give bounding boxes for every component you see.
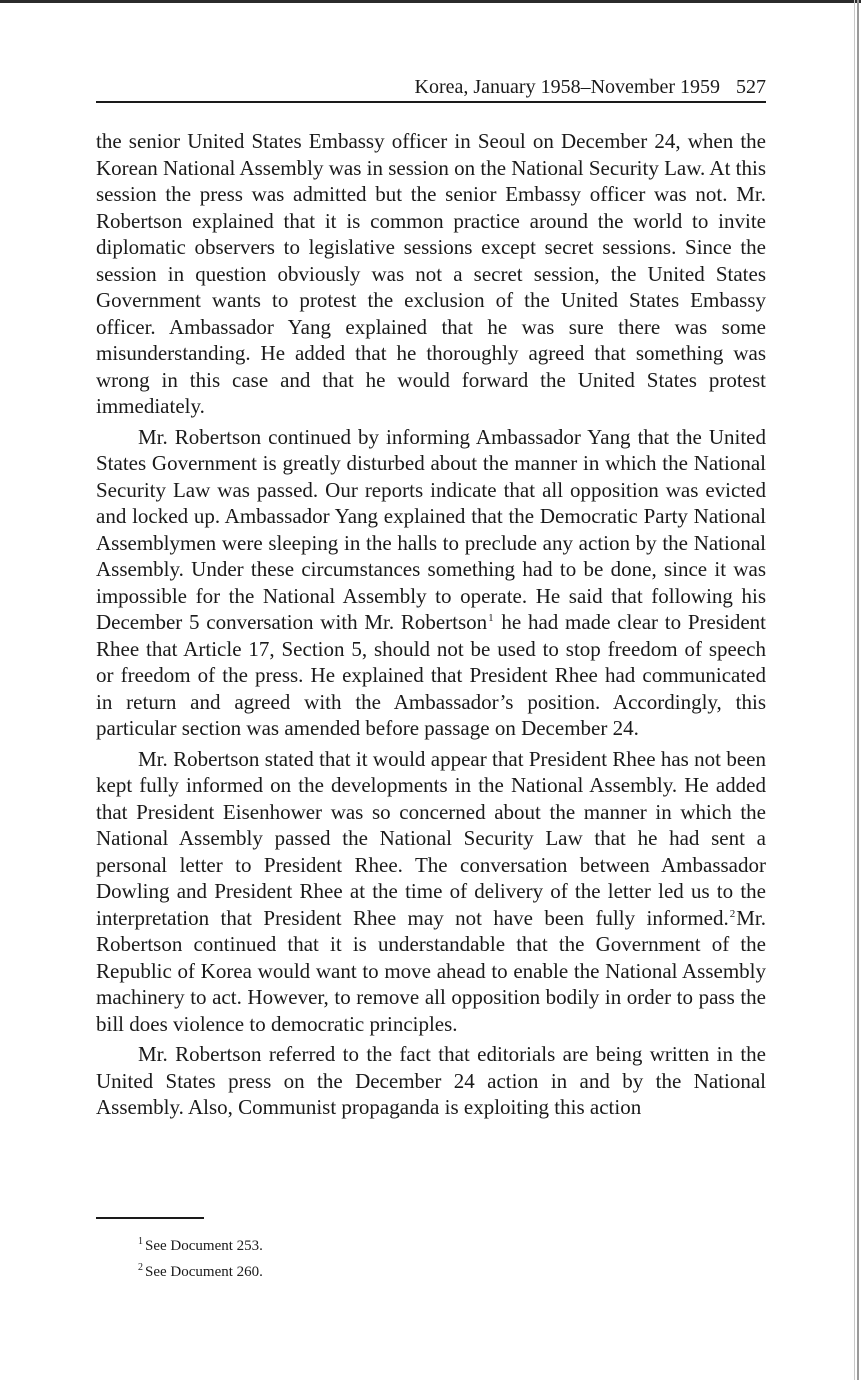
page-number: 527	[736, 76, 766, 98]
running-head-title: Korea, January 1958–November 1959	[414, 76, 720, 98]
footnotes	[138, 1233, 738, 1285]
paragraph-3	[96, 746, 766, 1038]
paragraph-1	[96, 128, 766, 420]
footnote-2-marker: 2	[138, 1262, 143, 1273]
footnote-ref-2[interactable]: 2	[729, 907, 736, 920]
footnote-1-marker: 1	[138, 1236, 143, 1247]
page-top-edge	[0, 0, 861, 3]
paragraph-2-text-a: Mr. Robertson continued by informing Ambassador Yang that the United States Government is greatly disturbed about the manner in which the National Security Law was passed. Our reports indicate that all opposition was evicted and locked up. Ambassador Yang explained that the Democratic Party National Assemblymen were sleeping in the halls to preclude any action by the National Assembly. Under these circumstances something had to be done, since it was impossible for the National Assembly to operate. He said that following his December 5 conversation with Mr. Robertson	[96, 424, 766, 634]
footnote-2	[138, 1259, 738, 1285]
paragraph-4	[96, 1041, 766, 1121]
body-text	[96, 128, 766, 1121]
footnote-1	[138, 1233, 738, 1259]
paragraph-2	[96, 424, 766, 742]
running-head-rule	[96, 101, 766, 103]
paragraph-3-text-a: Mr. Robertson stated that it would appear that President Rhee has not been kept fully informed on the developments in the National Assembly. He added that President Eisenhower was so concerned about the manner in which the National Assembly passed the National Security Law that he had sent a personal letter to President Rhee. The conversation between Ambassador Dowling and President Rhee at the time of delivery of the letter led us to the interpretation that President Rhee may not have been fully informed.	[96, 746, 766, 930]
paragraph-3-text-b: Mr. Robertson continued that it is understandable that the Government of the Republic of Korea would want to move ahead to enable the National Assembly machinery to act. However, to remove all opposition bodily in order to pass the bill does violence to democratic principles.	[96, 905, 766, 1036]
paragraph-2-text-b: he had made clear to President Rhee that Article 17, Section 5, should not be used to stop freedom of speech or freedom of the press. He explained that President Rhee had communicated in return and agreed with the Ambassador’s position. Accordingly, this particular section was amended before passage on December 24.	[96, 610, 766, 740]
footnote-ref-1[interactable]: 1	[488, 612, 494, 624]
running-head	[96, 74, 766, 100]
page-right-edge	[857, 0, 859, 1380]
paragraph-4-text: Mr. Robertson referred to the fact that editorials are being written in the United States press on the December 24 action in and by the National Assembly. Also, Communist propaganda is exploiting this action	[96, 1042, 766, 1119]
footnote-1-text: See Document 253.	[145, 1238, 263, 1254]
paragraph-1-text: the senior United States Embassy officer in Seoul on December 24, when the Korean National Assembly was in session on the National Security Law. At this session the press was admitted but the senior Embassy officer was not. Mr. Robertson explained that it is common practice around the world to invite diplomatic observers to legislative sessions except secret sessions. Since the session in question obviously was not a secret session, the United States Government wants to protest the exclusion of the United States Embassy officer. Ambassador Yang explained that he was sure there was some misunderstanding. He added that he thoroughly agreed that something was wrong in this case and that he would forward the United States protest immediately.	[96, 129, 766, 418]
footnote-2-text: See Document 260.	[145, 1264, 263, 1280]
footnote-rule	[96, 1217, 204, 1219]
page-right-edge-inner	[854, 0, 855, 1380]
